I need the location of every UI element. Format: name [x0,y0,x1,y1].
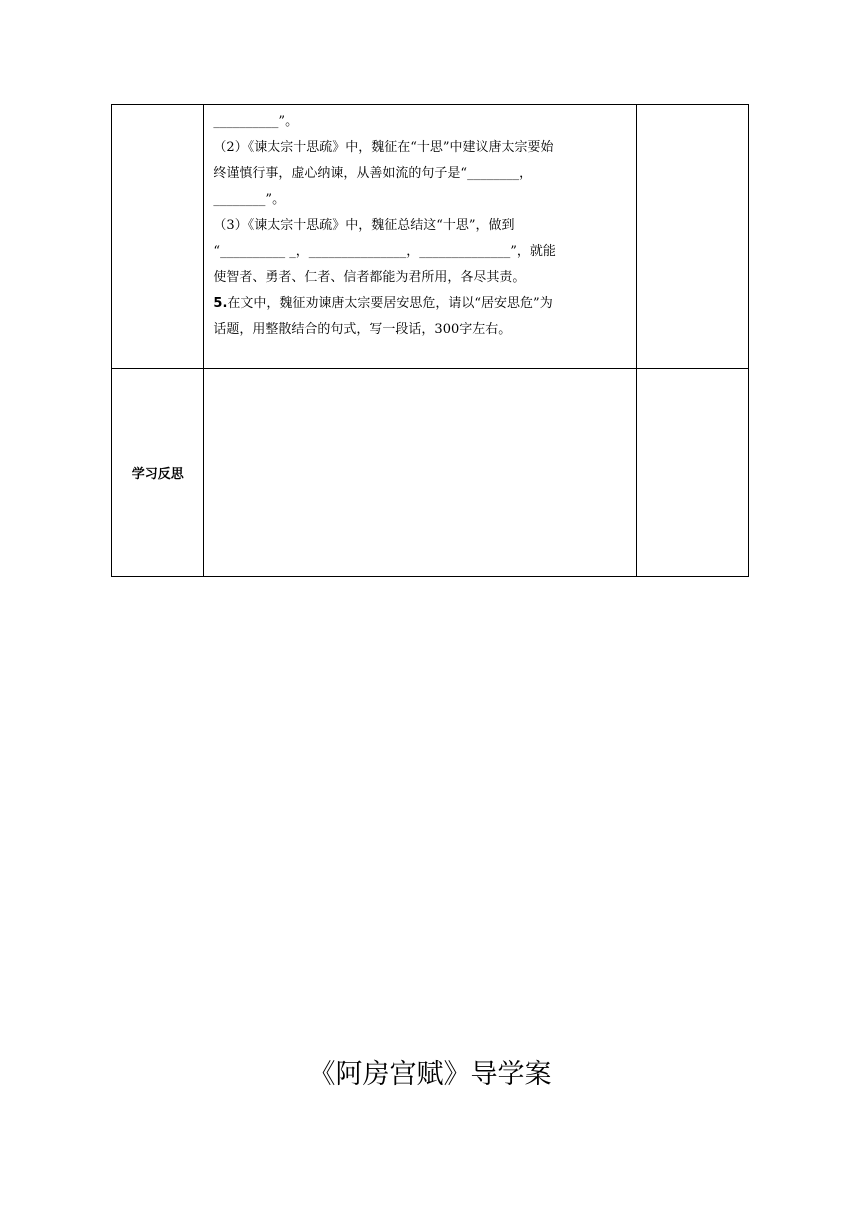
question-content-cell [204,105,637,369]
question-3-line-1: （3）《谏太宗十思疏》中，魏征总结这“十思”，做到 [213,218,515,233]
question-2-line-1: （2）《谏太宗十思疏》中，魏征在“十思”中建议唐太宗要始 [213,140,554,155]
question-5-text: 在文中，魏征劝谏唐太宗要居安思危，请以“居安思危”为 [227,296,553,311]
reflection-notes-cell [637,369,749,577]
question-2-line-3: ________”。 [213,192,286,207]
table-row [112,369,749,577]
notes-cell-empty [637,105,749,369]
reflection-label: 学习反思 [112,369,204,577]
table-row [112,105,749,369]
question-2-line-2: 终谨慎行事，虚心纳谏，从善如流的句子是“________， [213,166,533,181]
question-3-line-2: “__________ _，_______________，______________”，就能 [213,244,556,259]
question-5-number: 5. [213,296,228,311]
question-3-line-3: 使智者、勇者、仁者、信者都能为君所用，各尽其责。 [213,270,526,285]
reflection-content-cell [204,369,637,577]
worksheet-table [111,104,749,577]
question-5-line-1 [213,291,630,317]
question-5-line-2: 话题，用整散结合的句式，写一段话，300字左右。 [213,322,512,337]
blank-line: __________”。 [213,114,299,129]
document-title: 《阿房宫赋》导学案 [308,1059,552,1090]
label-cell-empty [112,105,204,369]
